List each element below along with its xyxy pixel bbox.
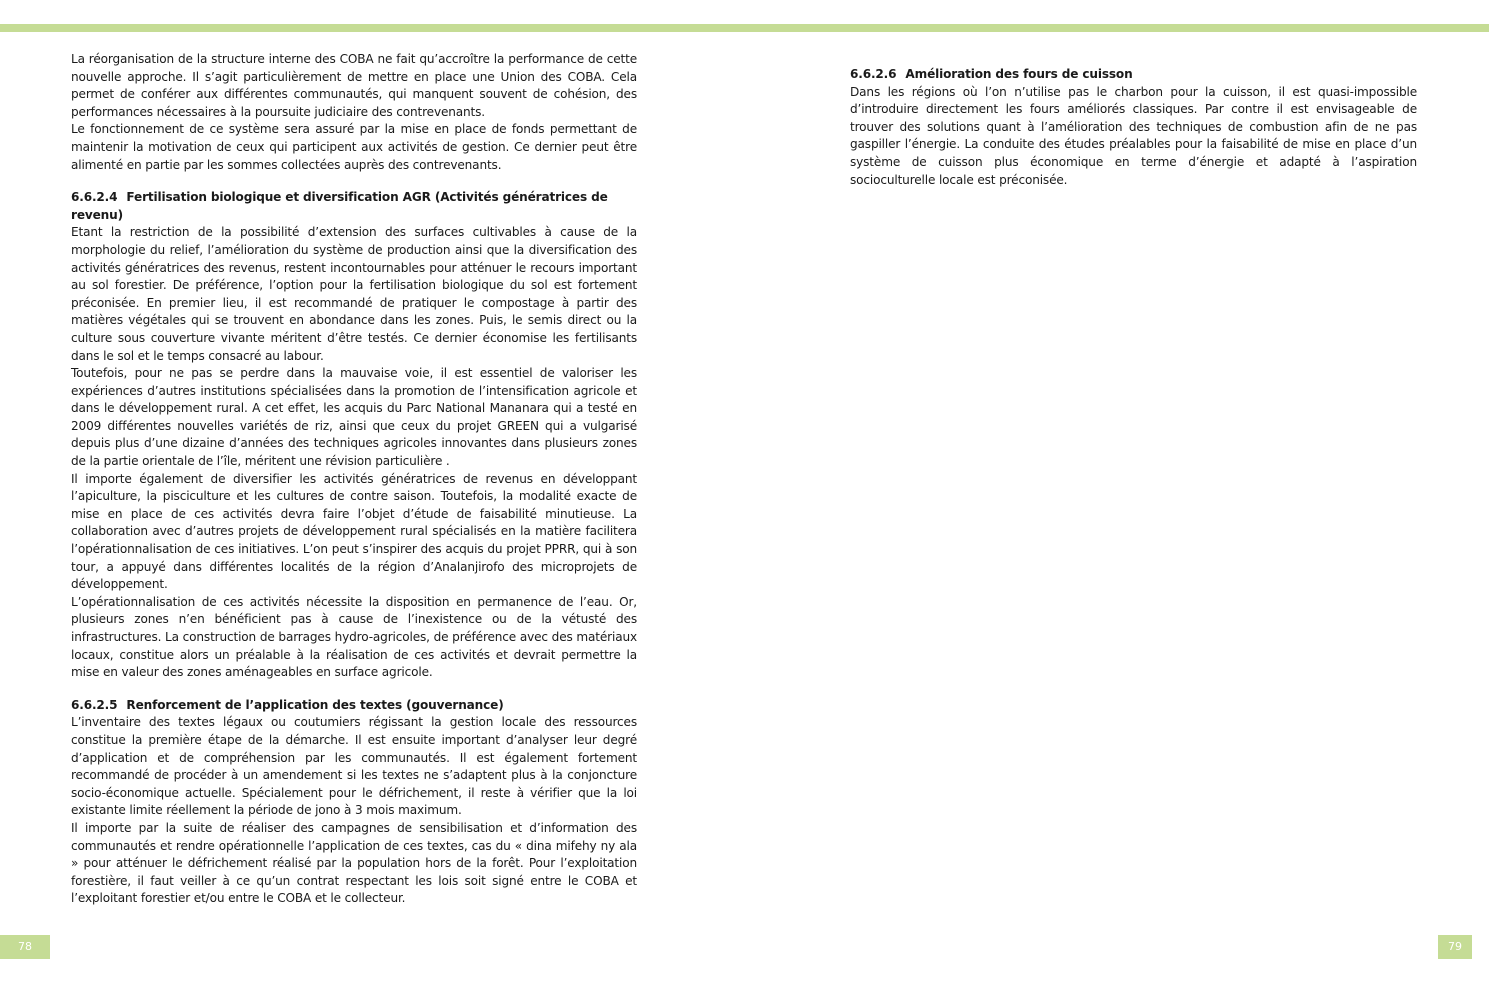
section-6626-title: Amélioration des fours de cuisson [905, 67, 1133, 81]
section-6624-heading [71, 189, 637, 224]
right-page-column [850, 66, 1417, 189]
section-6624-paragraph-2: Toutefois, pour ne pas se perdre dans la mauvaise voie, il est essentiel de valoriser les expériences d’autres institutions spécialisées dans la promotion de l’intensification agricole et dans le développement rural. A cet effet, les acquis du Parc National Mananara qui a testé en 2009 différentes nouvelles variétés de riz, ainsi que ceux du projet GREEN qui a vulgarisé depuis plus d’une dizaine d’années des techniques agricoles innovantes dans plusieurs zones de la partie orientale de l’île, méritent une révision particulière . [71, 366, 637, 469]
section-6625-paragraph-2: Il importe par la suite de réaliser des campagnes de sensibilisation et d’information des communautés et rendre opérationnelle l’application de ces textes, cas du « dina mifehy ny ala » pour atténuer le défrichement réalisé par la population hors de la forêt. Pour l’exploitation forestière, il faut veiller à ce qu’un contrat respectant les lois soit signé entre le COBA et l’exploitant forestier et/ou entre le COBA et le collecteur. [71, 820, 637, 906]
section-6625-paragraph-1: L’inventaire des textes légaux ou coutumiers régissant la gestion locale des ressources constitue la première étape de la démarche. Il est ensuite important d’analyser leur degré d’application et de compréhension par les communautés. Il est également fortement recommandé de procéder à un amendement si les textes ne s’adaptent plus à la conjoncture socio-économique actuelle. Spécialement pour le défrichement, il reste à vérifier que la loi existante limite réellement la période de jono à 3 mois maximum. [71, 715, 637, 818]
section-6626-heading [850, 66, 1417, 84]
section-6624-paragraph-3: Il importe également de diversifier les activités génératrices de revenus en développant l’apiculture, la pisciculture et les cultures de contre saison. Toutefois, la modalité exacte de mise en place de ces activités devra faire l’objet d’étude de faisabilité minutieuse. La collaboration avec d’autres projets de développement rural spécialisés en la matière facilitera l’opérationnalisation de ces initiatives. L’on peut s’inspirer des acquis du projet PPRR, qui à son tour, a appuyé dans différentes localités de la région d’Analanjirofo des microprojets de développement. [71, 471, 637, 592]
spacer [71, 174, 637, 189]
intro-paragraph-1: La réorganisation de la structure interne des COBA ne fait qu’accroître la performance de cette nouvelle approche. Il s’agit particulièrement de mettre en place une Union des COBA. Cela permet de conférer aux différentes communautés, qui manquent souvent de cohésion, des performances nécessaires à la poursuite judiciaire des contrevenants. [71, 52, 637, 119]
section-6625-title: Renforcement de l’application des textes (gouvernance) [126, 697, 504, 712]
section-6625-heading [71, 697, 637, 715]
top-accent-band [0, 24, 1489, 32]
section-6624-paragraph-1: Etant la restriction de la possibilité d’extension des surfaces cultivables à cause de la morphologie du relief, l’amélioration du système de production ainsi que la diversification des activités génératrices des revenus, restent incontournables pour atténuer le recours important au sol forestier. De préférence, l’option pour la fertilisation biologique du sol est fortement préconisée. En premier lieu, il est recommandé de pratiquer le compostage à partir des matières végétales qui se trouvent en abondance dans les zones. Puis, le semis direct ou la culture sous couverture vivante méritent d’être testés. Ce dernier économise les fertilisants dans le sol et le temps consacré au labour. [71, 225, 637, 363]
section-6626-paragraph-1: Dans les régions où l’on n’utilise pas le charbon pour la cuisson, il est quasi-impossible d’introduire directement les fours améliorés classiques. Par contre il est envisageable de trouver des solutions quant à l’amélioration des techniques de combustion afin de ne pas gaspiller l’énergie. La conduite des études préalables pour la faisabilité de mise en place d’un système de cuisson plus économique en terme d’énergie et adapté à l’aspiration socioculturelle locale est préconisée. [850, 84, 1417, 187]
section-6624-number: 6.6.2.4 [71, 190, 118, 205]
left-page-column [71, 51, 637, 908]
page-number-right: 79 [1438, 935, 1472, 959]
section-6624-title: Fertilisation biologique et diversification AGR (Activités génératrices de revenu) [71, 190, 608, 222]
spacer [71, 682, 637, 697]
section-6626-number: 6.6.2.6 [850, 67, 897, 81]
intro-paragraph-2: Le fonctionnement de ce système sera assuré par la mise en place de fonds permettant de maintenir la motivation de ceux qui participent aux activités de gestion. Ce dernier peut être alimenté en partie par les sommes collectées auprès des contrevenants. [71, 122, 637, 172]
section-6625-number: 6.6.2.5 [71, 697, 118, 712]
section-6624-paragraph-4: L’opérationnalisation de ces activités nécessite la disposition en permanence de l’eau. Or, plusieurs zones n’en bénéficient pas à cause de l’inexistence ou de la vétusté des infrastructures. La construction de barrages hydro-agricoles, de préférence avec des matériaux locaux, constitue alors un préalable à la réalisation de ces activités et devrait permettre la mise en valeur des zones aménageables en surface agricole. [71, 594, 637, 680]
page-number-left: 78 [0, 935, 50, 959]
